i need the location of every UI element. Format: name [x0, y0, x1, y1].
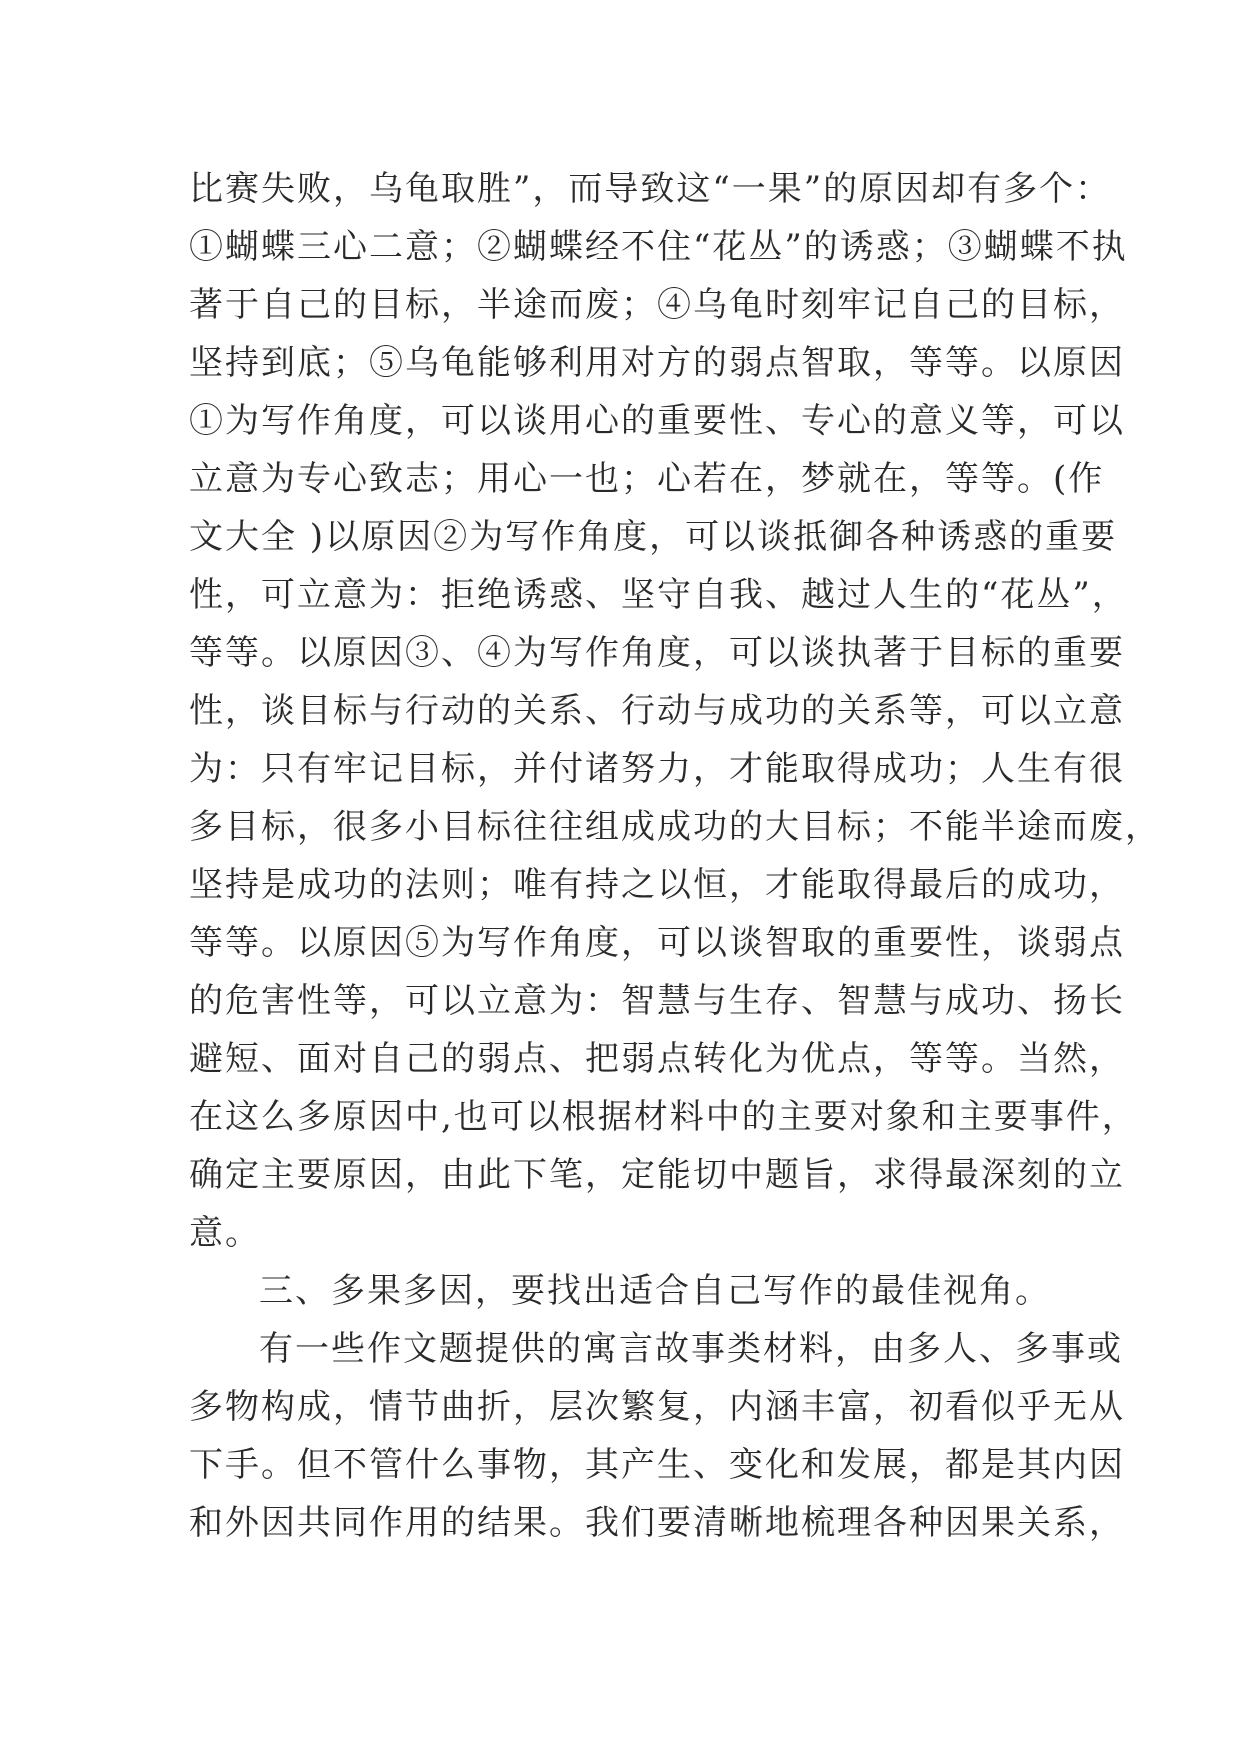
text-line: 和外因共同作用的结果。我们要清晰地梳理各种因果关系，: [189, 1503, 1125, 1543]
section-heading: 三、多果多因，要找出适合自己写作的最佳视角。: [259, 1271, 1051, 1311]
text-line: 著于自己的目标，半途而废；④乌龟时刻牢记自己的目标，: [189, 285, 1125, 325]
text-line: 等等。以原因⑤为写作角度，可以谈智取的重要性，谈弱点: [189, 923, 1125, 963]
text-line: 意。: [189, 1213, 261, 1253]
text-line: 文大全 )以原因②为写作角度，可以谈抵御各种诱惑的重要: [189, 517, 1118, 557]
text-line: 为：只有牢记目标，并付诸努力，才能取得成功；人生有很: [189, 749, 1125, 789]
text-line: 性，可立意为：拒绝诱惑、坚守自我、越过人生的“花丛”，: [189, 575, 1128, 615]
text-line: 坚持是成功的法则；唯有持之以恒，才能取得最后的成功，: [189, 865, 1125, 905]
text-line: 多物构成，情节曲折，层次繁复，内涵丰富，初看似乎无从: [189, 1387, 1125, 1427]
text-line: 确定主要原因，由此下笔，定能切中题旨，求得最深刻的立: [189, 1155, 1125, 1195]
text-line: 下手。但不管什么事物，其产生、变化和发展，都是其内因: [189, 1445, 1125, 1485]
text-line: ①蝴蝶三心二意；②蝴蝶经不住“花丛”的诱惑；③蝴蝶不执: [189, 227, 1128, 267]
text-line: 立意为专心致志；用心一也；心若在，梦就在，等等。(作: [189, 459, 1105, 499]
text-line: 在这么多原因中,也可以根据材料中的主要对象和主要事件，: [189, 1097, 1138, 1137]
text-line: 坚持到底；⑤乌龟能够利用对方的弱点智取，等等。以原因: [189, 343, 1125, 383]
text-line: 比赛失败，乌龟取胜”，而导致这“一果”的原因却有多个：: [189, 169, 1112, 209]
text-line: 多目标，很多小目标往往组成成功的大目标；不能半途而废，: [189, 807, 1161, 847]
document-body: [189, 160, 1161, 1552]
text-line: 等等。以原因③、④为写作角度，可以谈执著于目标的重要: [189, 633, 1125, 673]
text-line: 性，谈目标与行动的关系、行动与成功的关系等，可以立意: [189, 691, 1125, 731]
text-line: 的危害性等，可以立意为：智慧与生存、智慧与成功、扬长: [189, 981, 1125, 1021]
text-line: 避短、面对自己的弱点、把弱点转化为优点，等等。当然，: [189, 1039, 1125, 1079]
text-line: 有一些作文题提供的寓言故事类材料，由多人、多事或: [259, 1329, 1123, 1369]
text-line: ①为写作角度，可以谈用心的重要性、专心的意义等，可以: [189, 401, 1125, 441]
